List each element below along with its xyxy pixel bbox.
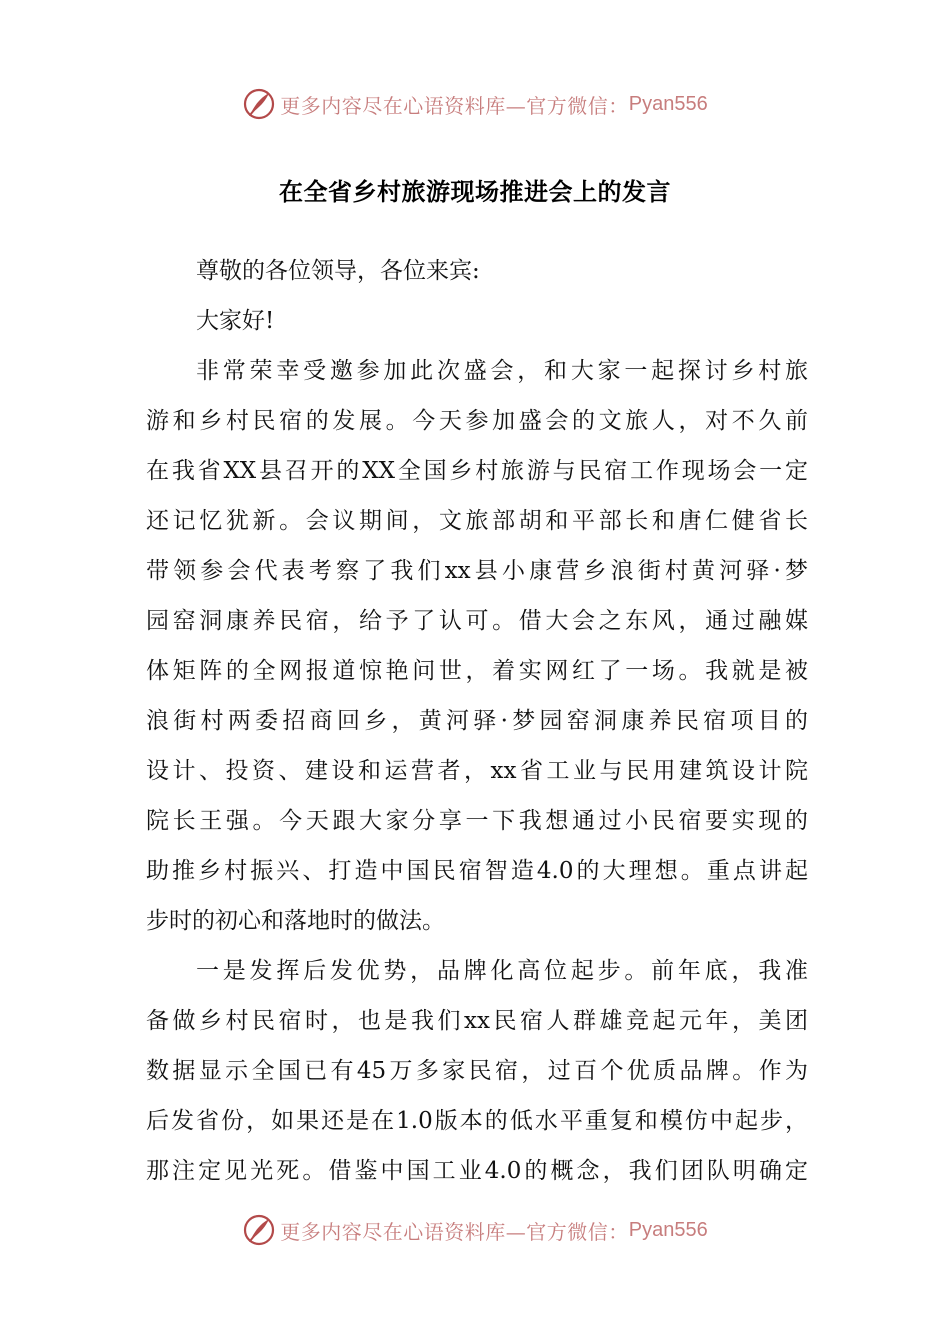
document-title: 在全省乡村旅游现场推进会上的发言 [279,178,671,206]
body-line: 备做乡村民宿时，也是我们xx民宿人群雄竞起元年，美团 [146,1008,808,1034]
body-line: 游和乡村民宿的发展。今天参加盛会的文旅人，对不久前 [146,408,808,434]
greeting-line: 大家好! [196,308,275,334]
body-line: 那注定见光死。借鉴中国工业4.0的概念，我们团队明确定 [146,1158,808,1184]
header-watermark [0,84,950,124]
body-line: 助推乡村振兴、打造中国民宿智造4.0的大理想。重点讲起 [146,858,808,884]
quill-pen-icon [242,87,276,121]
watermark-text: 更多内容尽在心语资料库—官方微信： [280,93,629,118]
body-line: 带领参会代表考察了我们xx县小康营乡浪街村黄河驿·梦 [146,558,808,584]
watermark-text: 更多内容尽在心语资料库—官方微信： [280,1219,629,1244]
quill-pen-icon [242,1213,276,1247]
body-line: 后发省份，如果还是在1.0版本的低水平重复和模仿中起步， [146,1108,808,1134]
footer-watermark [0,1210,950,1250]
document-body [146,246,808,1196]
body-line: 还记忆犹新。会议期间，文旅部胡和平部长和唐仁健省长 [146,508,808,534]
body-line: 浪街村两委招商回乡，黄河驿·梦园窑洞康养民宿项目的 [146,708,808,734]
body-line: 院长王强。今天跟大家分享一下我想通过小民宿要实现的 [146,808,808,834]
body-line: 体矩阵的全网报道惊艳问世，着实网红了一场。我就是被 [146,658,808,684]
body-line: 一是发挥后发优势，品牌化高位起步。前年底，我准 [196,958,808,984]
body-line: 园窑洞康养民宿，给予了认可。借大会之东风，通过融媒 [146,608,808,634]
body-line: 非常荣幸受邀参加此次盛会，和大家一起探讨乡村旅 [196,358,808,384]
salutation-line: 尊敬的各位领导，各位来宾: [196,258,480,284]
body-line: 数据显示全国已有45万多家民宿，过百个优质品牌。作为 [146,1058,808,1084]
watermark-id: Pyan556 [628,1218,708,1241]
body-line: 设计、投资、建设和运营者，xx省工业与民用建筑设计院 [146,758,808,784]
body-line: 在我省XX县召开的XX全国乡村旅游与民宿工作现场会一定 [146,458,808,484]
watermark-id: Pyan556 [628,92,708,115]
body-line: 步时的初心和落地时的做法。 [146,908,445,934]
